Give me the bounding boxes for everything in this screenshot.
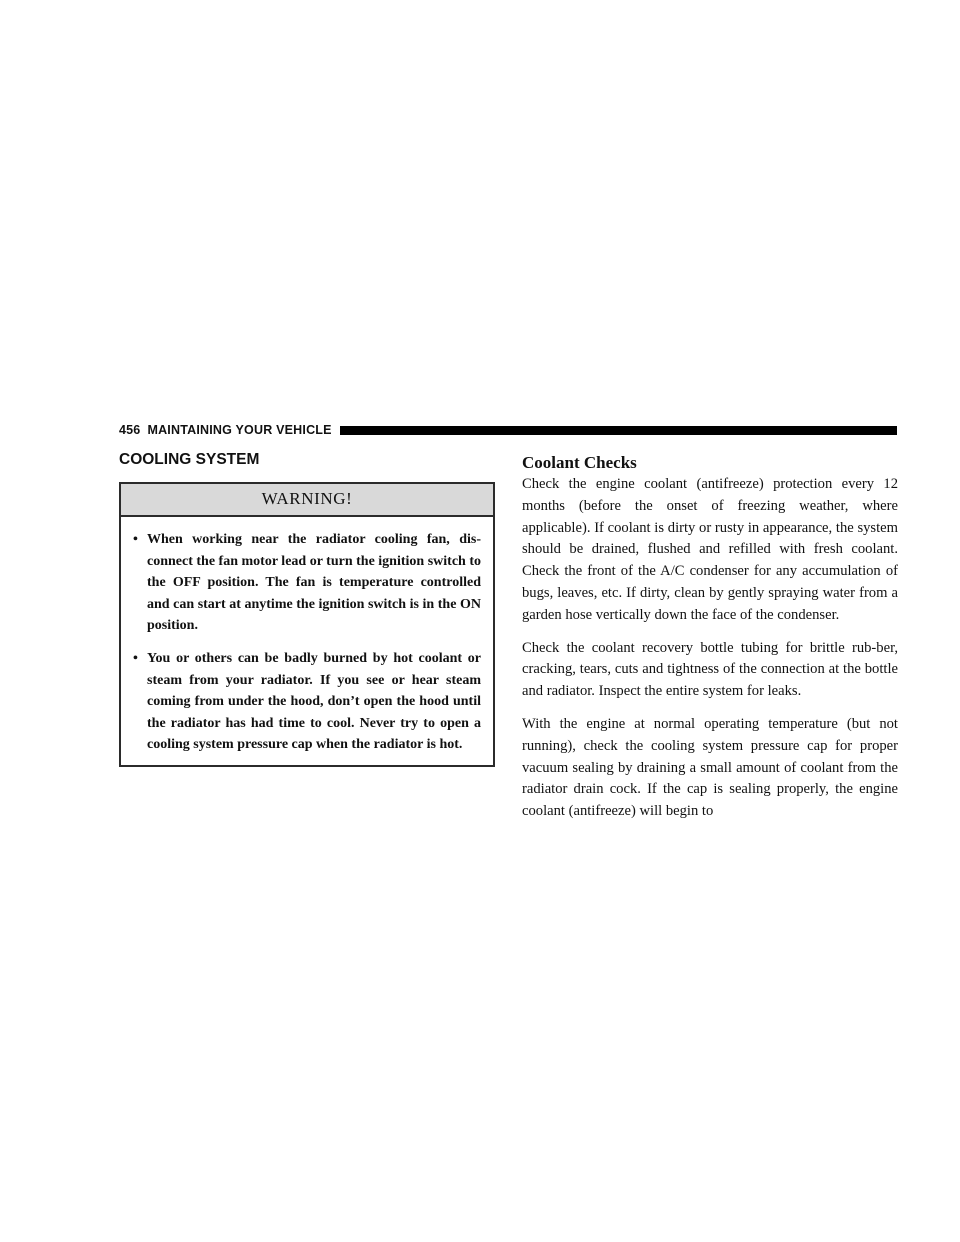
page-header	[119, 422, 897, 438]
page-number: 456	[119, 423, 141, 437]
body-paragraph: Check the engine coolant (antifreeze) protection every 12 months (before the onset of freezing weather, where applicable). If coolant is dirty or rusty in appearance, the system should be drained, flushed and refilled with fresh coolant. Check the front of the A/C condenser for any accumulation of bugs, leaves, etc. If dirty, clean by gently spraying water from a garden hose vertically down the face of the condenser.	[522, 476, 898, 623]
warning-list	[121, 517, 493, 765]
header-rule	[340, 426, 897, 435]
warning-title: WARNING!	[121, 484, 493, 517]
right-column	[522, 452, 898, 834]
coolant-checks-heading: Coolant Checks	[522, 453, 637, 472]
warning-box	[119, 482, 495, 767]
body-paragraph: With the engine at normal operating temperature (but not running), check the cooling system pressure cap for proper vacuum sealing by draining a small amount of coolant from the radiator drain cock. If the cap is sealing properly, the engine coolant (antifreeze) will begin to	[522, 715, 898, 820]
warning-item	[133, 529, 481, 637]
warning-item	[133, 648, 481, 756]
left-column	[119, 450, 495, 767]
body-paragraph: Check the coolant recovery bottle tubing for brittle rub-ber, cracking, tears, cuts and tightness of the connection at the bottle and radiator. Inspect the entire system for leaks.	[522, 639, 898, 700]
bullet-icon: •	[133, 532, 138, 547]
section-title: MAINTAINING YOUR VEHICLE	[147, 423, 332, 437]
cooling-system-heading: COOLING SYSTEM	[119, 451, 260, 468]
bullet-icon: •	[133, 650, 138, 666]
warning-item-text: You or others can be badly burned by hot coolant or steam from your radiator. If you see or hear steam coming from under the hood, don’t open the hood until the radiator has had time to cool. Never try to open a cooling system pressure cap when the radiator is hot.	[147, 650, 481, 753]
warning-item-text: When working near the radiator cooling fan, dis-connect the fan motor lead or turn the ignition switch to the OFF position. The fan is temperature controlled and can start at anytime the ignition switch is in the ON position.	[147, 532, 481, 634]
